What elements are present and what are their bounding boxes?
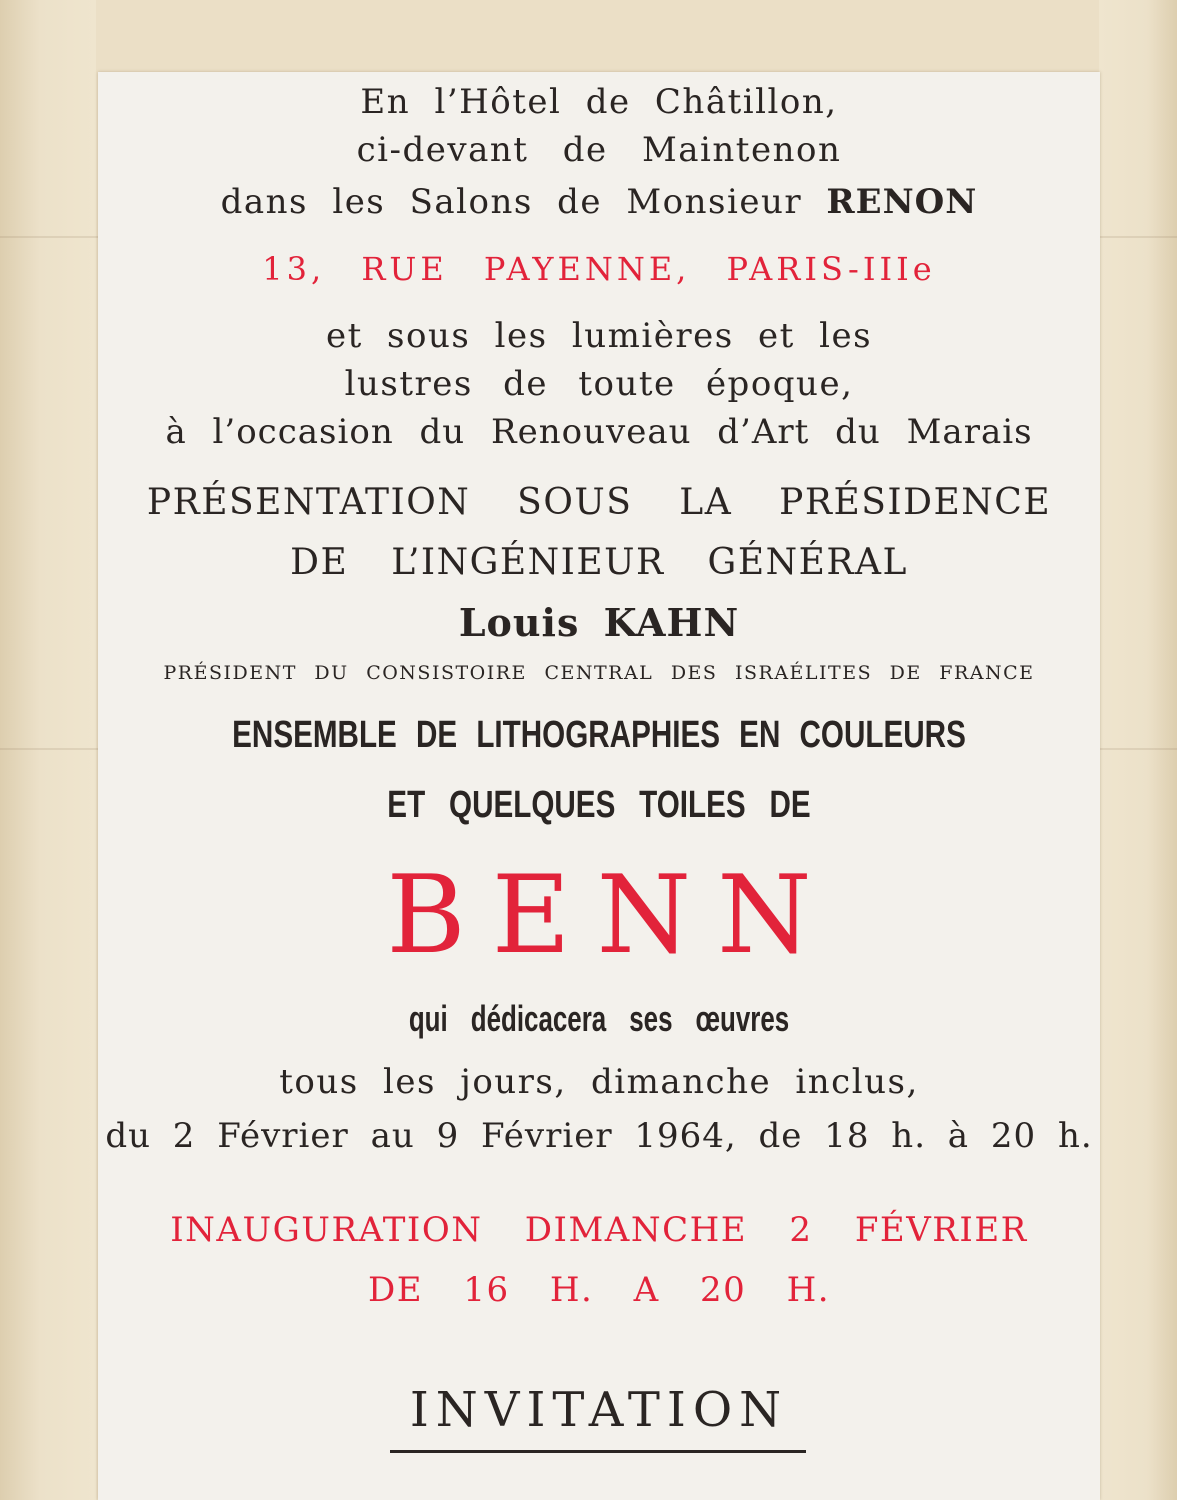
works-line-1: ENSEMBLE DE LITHOGRAPHIES EN COULEURS: [232, 714, 966, 756]
artist-name: BENN: [386, 853, 838, 978]
venue-line-1: En l’Hôtel de Châtillon,: [360, 82, 838, 122]
venue-line-3-prefix: dans les Salons de Monsieur: [220, 182, 803, 222]
president-name: Louis KAHN: [458, 600, 740, 645]
context-line-2: lustres de toute époque,: [344, 364, 854, 404]
footer-underline: [390, 1450, 806, 1453]
presidency-line-1: PRÉSENTATION SOUS LA PRÉSIDENCE: [146, 482, 1052, 523]
host-name: RENON: [826, 182, 978, 222]
dedication: qui dédicacera ses œuvres: [408, 998, 790, 1039]
president-title: PRÉSIDENT DU CONSISTOIRE CENTRAL DES ISRAÉLITES DE FRANCE: [163, 662, 1035, 684]
venue-line-3: [98, 182, 1100, 222]
presidency-line-2: DE L’INGÉNIEUR GÉNÉRAL: [290, 542, 908, 583]
context-line-1: et sous les lumières et les: [325, 316, 873, 356]
works-line-2: ET QUELQUES TOILES DE: [387, 784, 811, 826]
invitation-card: [98, 72, 1100, 1500]
schedule-line-2: du 2 Février au 9 Février 1964, de 18 h. à 20 h.: [105, 1116, 1093, 1156]
address: 13, RUE PAYENNE, PARIS-IIIe: [262, 250, 936, 288]
inauguration-line-2: DE 16 H. A 20 H.: [367, 1270, 831, 1310]
venue-line-2: ci-devant de Maintenon: [356, 130, 842, 170]
context-line-3: à l’occasion du Renouveau d’Art du Marais: [165, 412, 1033, 452]
inauguration-line-1: INAUGURATION DIMANCHE 2 FÉVRIER: [170, 1210, 1028, 1250]
invitation-footer: INVITATION: [409, 1382, 789, 1438]
schedule-line-1: tous les jours, dimanche inclus,: [279, 1062, 919, 1102]
